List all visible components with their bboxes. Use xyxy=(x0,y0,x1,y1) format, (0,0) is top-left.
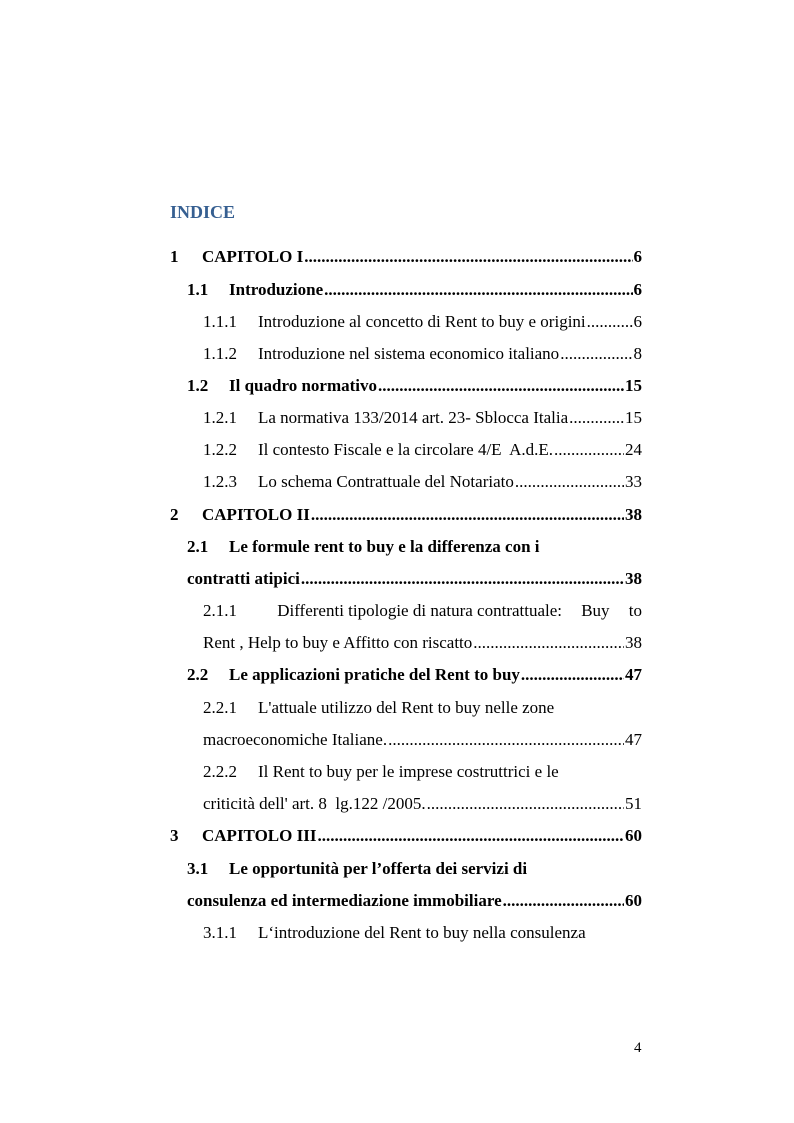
toc-entry-number: 1 xyxy=(170,247,179,266)
toc-entry-subsection-1-2-2[interactable] xyxy=(203,437,642,463)
toc-heading: INDICE xyxy=(170,202,236,222)
toc-entry-title-continued: criticità dell' art. 8 lg.122 /2005. xyxy=(203,794,426,813)
toc-entry-title: Il Rent to buy per le imprese costruttrici e le xyxy=(258,762,559,781)
toc-entry-number: 3 xyxy=(170,826,179,845)
toc-entry-subsection-2-2-2-line1[interactable] xyxy=(203,759,559,785)
toc-entry-title: Differenti tipologie di natura contrattuale: xyxy=(277,601,563,620)
toc-entry-section-3-1-line1[interactable] xyxy=(187,856,527,882)
toc-entry-number: 1.2.1 xyxy=(203,408,237,427)
toc-entry-subsection-2-1-1[interactable] xyxy=(203,630,642,656)
toc-entry-page: 6 xyxy=(633,247,642,266)
toc-entry-page: 38 xyxy=(625,505,642,524)
dot-leader xyxy=(301,566,624,592)
toc-entry-chapter-1[interactable] xyxy=(170,244,642,270)
toc-entry-subsection-3-1-1-line1[interactable] xyxy=(203,920,586,946)
dot-leader xyxy=(311,502,624,528)
toc-entry-title: Lo schema Contrattuale del Notariato xyxy=(258,472,514,491)
toc-entry-number: 3.1.1 xyxy=(203,923,237,942)
dot-leader xyxy=(587,309,633,335)
toc-entry-number: 1.2.2 xyxy=(203,440,237,459)
toc-entry-title-continued: consulenza ed intermediazione immobiliare xyxy=(187,891,502,910)
toc-entry-section-1-1[interactable] xyxy=(187,277,642,303)
toc-entry-title-continued: Rent , Help to buy e Affitto con riscatto xyxy=(203,633,473,652)
dot-leader xyxy=(324,277,632,303)
toc-entry-title: Le applicazioni pratiche del Rent to buy xyxy=(229,665,520,684)
toc-entry-page: 33 xyxy=(625,472,642,491)
toc-entry-title: L‘introduzione del Rent to buy nella consulenza xyxy=(258,923,586,942)
toc-entry-title: Il contesto Fiscale e la circolare 4/E A.d.E. xyxy=(258,440,554,459)
toc-entry-page: 47 xyxy=(625,730,642,749)
toc-entry-section-1-2[interactable] xyxy=(187,373,642,399)
toc-entry-subsection-1-2-1[interactable] xyxy=(203,405,642,431)
toc-entry-title: Le formule rent to buy e la differenza con i xyxy=(229,537,540,556)
dot-leader xyxy=(521,662,624,688)
toc-entry-title-word: to xyxy=(628,601,642,620)
toc-entry-title: Introduzione xyxy=(229,280,324,299)
toc-entry-page: 51 xyxy=(625,794,642,813)
toc-entry-subsection-2-1-1-line1[interactable] xyxy=(203,598,642,624)
toc-entry-number: 3.1 xyxy=(187,859,209,878)
toc-entry-title: Introduzione nel sistema economico italiano xyxy=(258,344,560,363)
toc-entry-title: CAPITOLO III xyxy=(202,826,317,845)
toc-entry-title: La normativa 133/2014 art. 23- Sblocca Italia xyxy=(258,408,569,427)
toc-entry-page: 60 xyxy=(625,891,642,910)
toc-entry-page: 38 xyxy=(625,569,642,588)
dot-leader xyxy=(427,791,624,817)
toc-entry-title: CAPITOLO II xyxy=(202,505,310,524)
toc-entry-number: 2.1.1 xyxy=(203,601,237,620)
toc-entry-page: 24 xyxy=(625,440,642,459)
toc-entry-chapter-2[interactable] xyxy=(170,502,642,528)
toc-entry-page: 38 xyxy=(625,633,642,652)
toc-entry-number: 1.2.3 xyxy=(203,472,237,491)
toc-entry-page: 6 xyxy=(633,312,642,331)
toc-entry-title-continued: contratti atipici xyxy=(187,569,300,588)
toc-entry-section-2-2[interactable] xyxy=(187,662,642,688)
toc-entry-page: 15 xyxy=(625,376,642,395)
toc-entry-subsection-2-2-1[interactable] xyxy=(203,727,642,753)
toc-entry-title: L'attuale utilizzo del Rent to buy nelle zone xyxy=(258,698,555,717)
toc-entry-title-continued: macroeconomiche Italiane. xyxy=(203,730,388,749)
toc-entry-number: 2.2 xyxy=(187,665,209,684)
toc-entry-title: Introduzione al concetto di Rent to buy e origini xyxy=(258,312,586,331)
dot-leader xyxy=(569,405,624,431)
toc-entry-subsection-2-2-2[interactable] xyxy=(203,791,642,817)
toc-entry-number: 2.2.2 xyxy=(203,762,237,781)
toc-entry-number: 1.1.1 xyxy=(203,312,237,331)
dot-leader xyxy=(554,437,624,463)
toc-entry-number: 2.1 xyxy=(187,537,209,556)
toc-entry-subsection-2-2-1-line1[interactable] xyxy=(203,695,554,721)
toc-entry-section-2-1[interactable] xyxy=(187,566,642,592)
dot-leader xyxy=(515,469,624,495)
toc-entry-page: 15 xyxy=(625,408,642,427)
dot-leader xyxy=(503,888,624,914)
toc-entry-title: Le opportunità per l’offerta dei servizi di xyxy=(229,859,528,878)
toc-entry-number: 1.1 xyxy=(187,280,209,299)
dot-leader xyxy=(378,373,624,399)
toc-entry-subsection-1-2-3[interactable] xyxy=(203,469,642,495)
dot-leader xyxy=(560,341,632,367)
toc-entry-number: 1.2 xyxy=(187,376,209,395)
toc-entry-section-2-1-line1[interactable] xyxy=(187,534,540,560)
toc-entry-number: 2 xyxy=(170,505,179,524)
toc-entry-title-word: Buy xyxy=(581,601,610,620)
toc-entry-number: 2.2.1 xyxy=(203,698,237,717)
toc-entry-chapter-3[interactable] xyxy=(170,823,642,849)
toc-entry-number: 1.1.2 xyxy=(203,344,237,363)
dot-leader xyxy=(473,630,624,656)
toc-entry-subsection-1-1-2[interactable] xyxy=(203,341,642,367)
toc-entry-page: 47 xyxy=(625,665,642,684)
dot-leader xyxy=(317,823,624,849)
toc-entry-title: CAPITOLO I xyxy=(202,247,304,266)
dot-leader xyxy=(304,244,632,270)
dot-leader xyxy=(388,727,624,753)
toc-entry-page: 6 xyxy=(633,280,642,299)
toc-entry-section-3-1[interactable] xyxy=(187,888,642,914)
toc-entry-title: Il quadro normativo xyxy=(229,376,377,395)
toc-entry-page: 60 xyxy=(625,826,642,845)
page-number: 4 xyxy=(634,1040,642,1056)
toc-entry-subsection-1-1-1[interactable] xyxy=(203,309,642,335)
toc-entry-page: 8 xyxy=(633,344,642,363)
